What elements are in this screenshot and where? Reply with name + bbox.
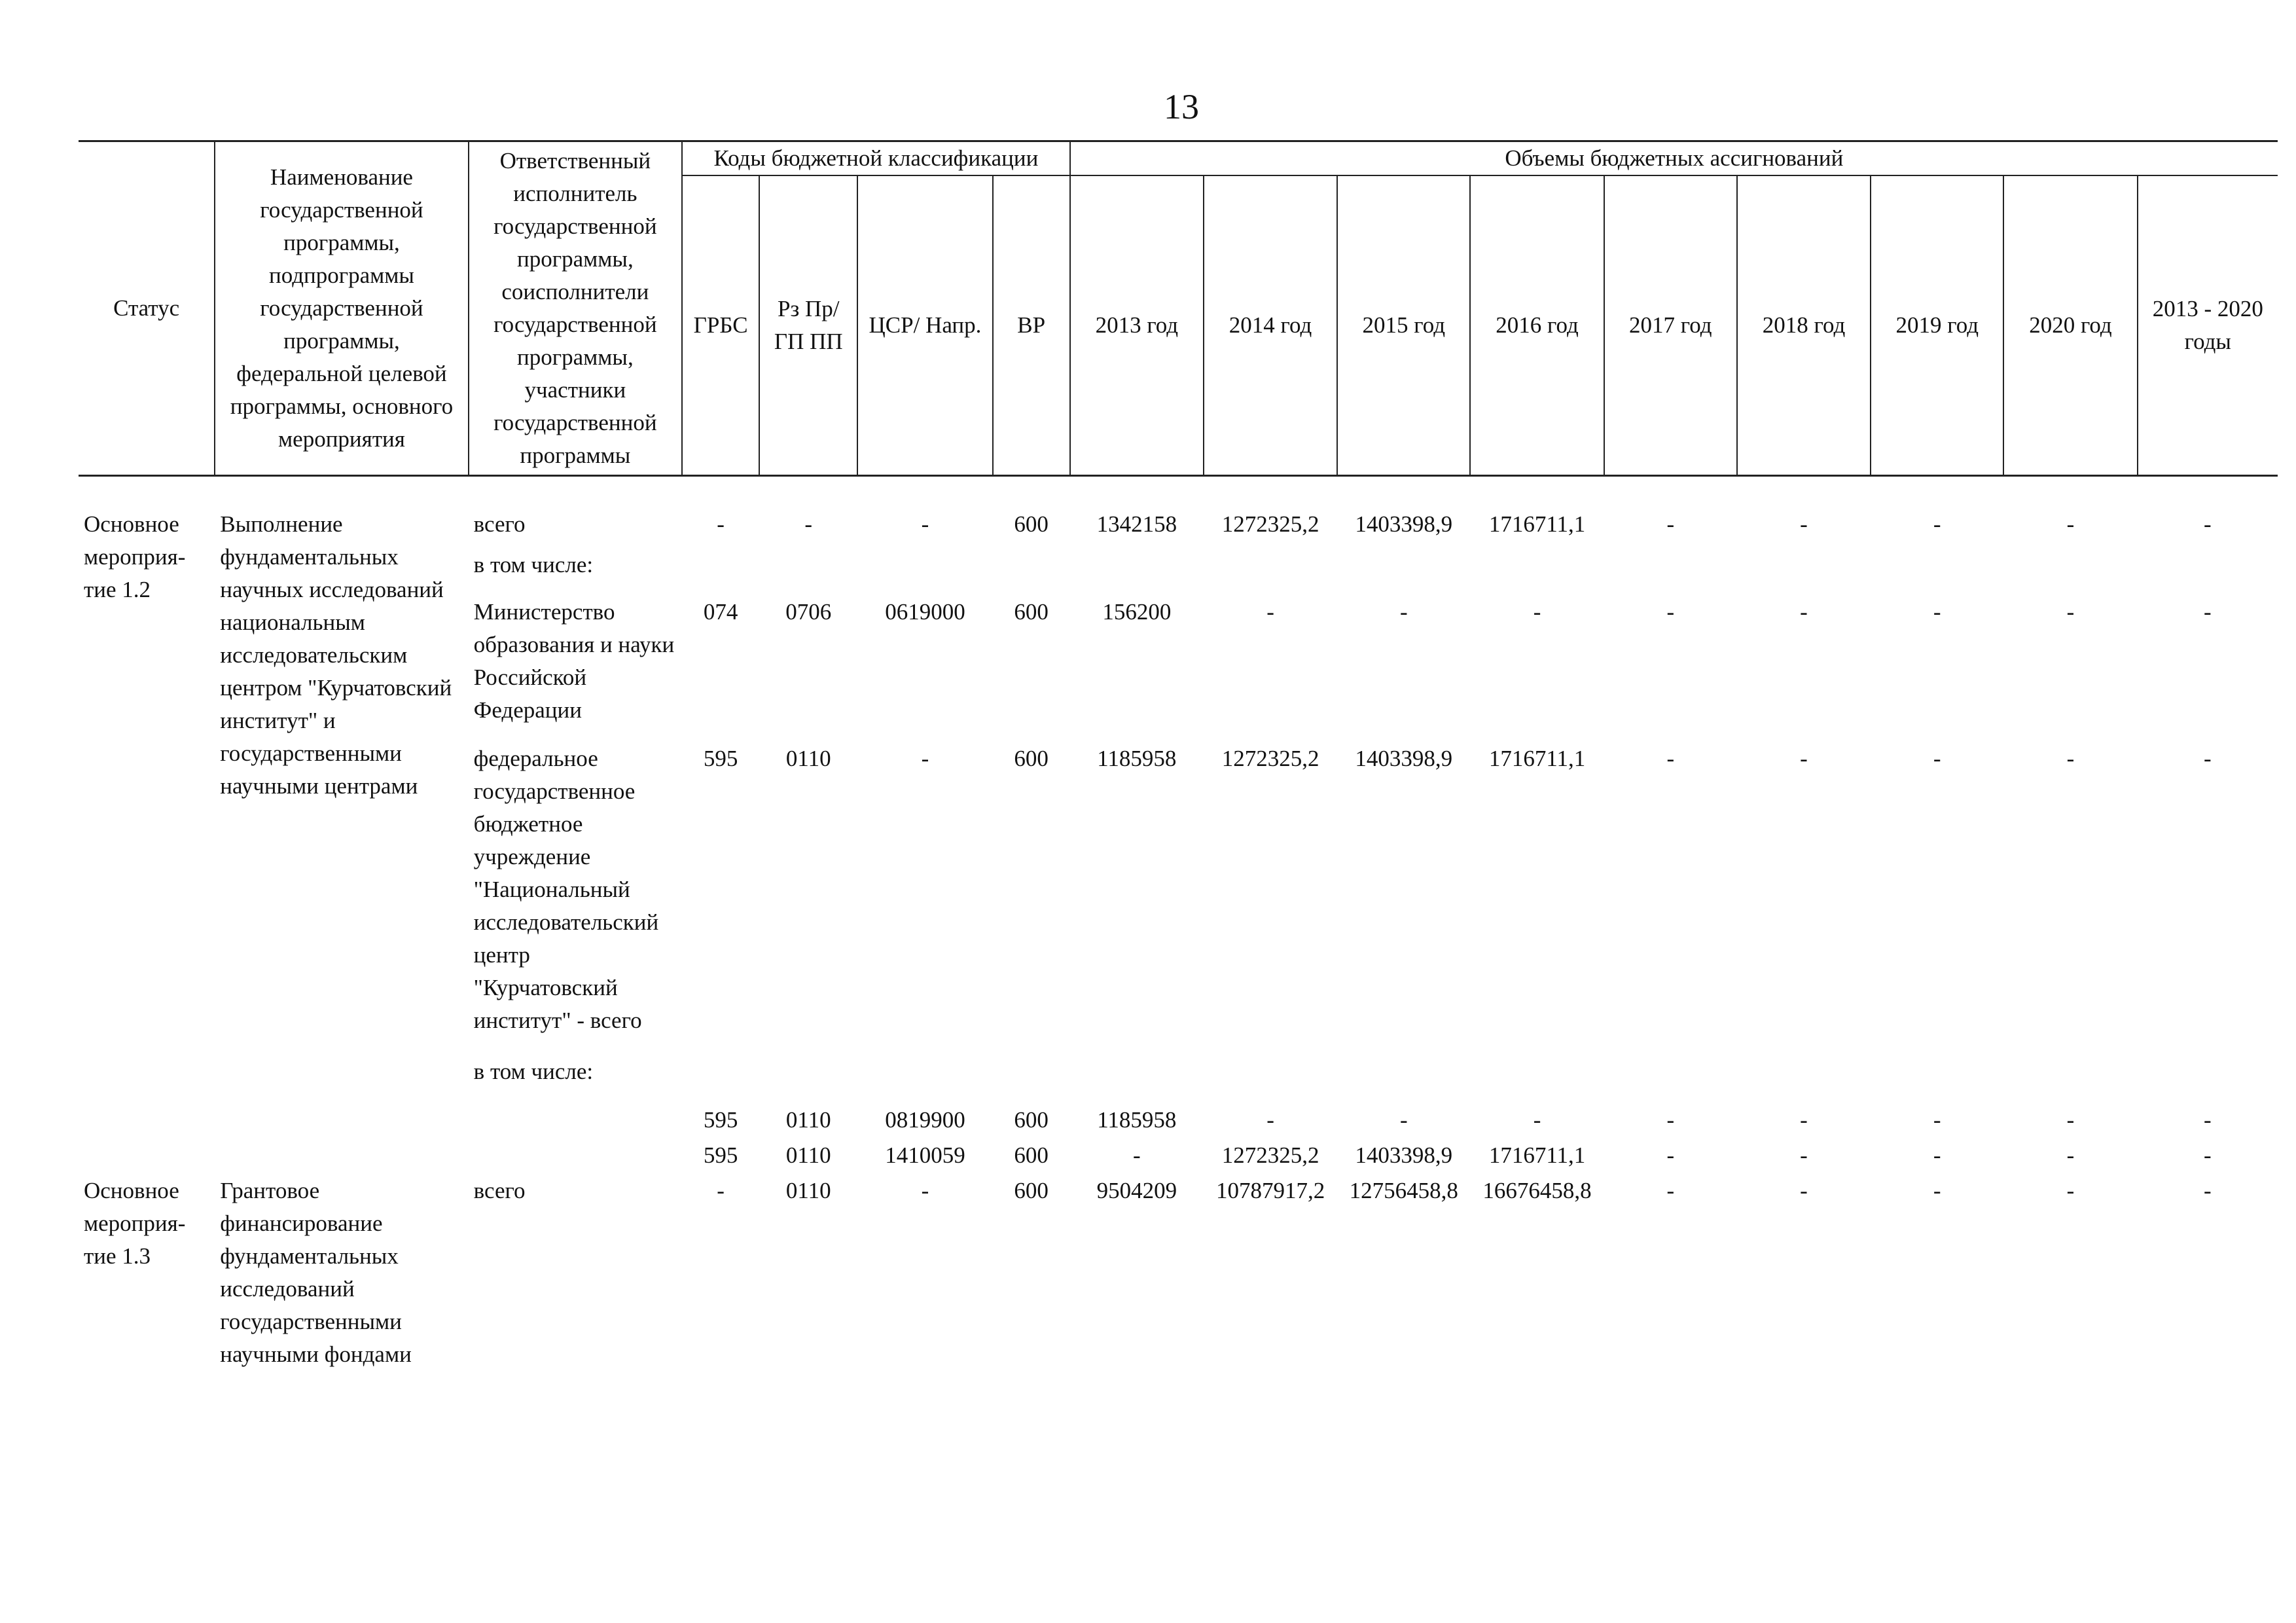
cell-2019: - (1933, 746, 1941, 771)
cell-grbs: 595 (703, 746, 738, 771)
row-program-name: Грантовое финансирование фундаментальных исследований государственными научными фондами (220, 1178, 412, 1367)
header-program-name: Наименование государственной программы, подпрограммы государственной программы, федеральной целевой программы, основного мероприятия (215, 141, 468, 476)
cell-2018: - (1800, 599, 1808, 625)
page-number: 13 (1164, 87, 1199, 126)
cell-2014: 1272325,2 (1221, 511, 1319, 537)
cell-2018: - (1800, 511, 1808, 537)
table-row (79, 507, 2278, 542)
cell-2015: 12756458,8 (1349, 1178, 1458, 1203)
cell-2017: - (1666, 1107, 1675, 1133)
cell-rzpr: 0706 (785, 599, 832, 625)
row-status: Основное мероприя- тие 1.2 (84, 511, 186, 602)
table-row (79, 1173, 2278, 1372)
cell-2014: - (1266, 1107, 1274, 1133)
cell-csr: - (921, 1178, 929, 1203)
row-executor: в том числе: (473, 552, 594, 577)
cell-grbs: - (717, 1178, 725, 1203)
cell-rzpr: - (804, 511, 813, 537)
cell-total: - (2203, 1142, 2212, 1168)
cell-2017: - (1666, 599, 1675, 625)
cell-2018: - (1800, 1142, 1808, 1168)
cell-2015: - (1399, 599, 1408, 625)
header-grbs: ГРБС (682, 175, 759, 475)
row-executor: всего (473, 1178, 526, 1203)
cell-2016: 1716711,1 (1488, 511, 1586, 537)
table-row (79, 1051, 2278, 1103)
cell-rzpr: 0110 (785, 746, 831, 771)
cell-rzpr: 0110 (785, 1107, 831, 1133)
cell-2018: - (1800, 746, 1808, 771)
cell-2015: 1403398,9 (1355, 1142, 1453, 1168)
table-row (79, 1138, 2278, 1173)
cell-2018: - (1800, 1178, 1808, 1203)
cell-total: - (2203, 1178, 2212, 1203)
cell-vr: 600 (1014, 1107, 1049, 1133)
cell-2016: - (1533, 599, 1541, 625)
cell-2019: - (1933, 511, 1941, 537)
cell-2017: - (1666, 1178, 1675, 1203)
cell-2014: 1272325,2 (1221, 1142, 1319, 1168)
cell-2020: - (2066, 1142, 2075, 1168)
cell-2013: - (1133, 1142, 1141, 1168)
cell-total: - (2203, 1107, 2212, 1133)
cell-2018: - (1800, 1107, 1808, 1133)
cell-2013: 1185958 (1097, 746, 1177, 771)
cell-2015: 1403398,9 (1355, 746, 1453, 771)
cell-2016: 1716711,1 (1488, 746, 1586, 771)
cell-2017: - (1666, 746, 1675, 771)
cell-rzpr: 0110 (785, 1142, 831, 1168)
cell-2013: 1342158 (1096, 511, 1177, 537)
cell-rzpr: 0110 (785, 1178, 831, 1203)
header-year-2019: 2019 год (1871, 175, 2003, 475)
cell-2016: 16676458,8 (1482, 1178, 1592, 1203)
row-status: Основное мероприя- тие 1.3 (84, 1178, 186, 1269)
header-year-2015: 2015 год (1337, 175, 1470, 475)
cell-2013: 1185958 (1097, 1107, 1177, 1133)
header-status: Статус (79, 141, 215, 476)
cell-total: - (2203, 746, 2212, 771)
cell-2020: - (2066, 746, 2075, 771)
cell-csr: 0619000 (885, 599, 965, 625)
cell-2016: - (1533, 1107, 1541, 1133)
header-volumes-group: Объемы бюджетных ассигнований (1070, 141, 2278, 176)
cell-2017: - (1666, 1142, 1675, 1168)
cell-2019: - (1933, 599, 1941, 625)
header-year-2014: 2014 год (1204, 175, 1337, 475)
cell-2017: - (1666, 511, 1675, 537)
cell-2020: - (2066, 1178, 2075, 1203)
cell-grbs: 595 (703, 1107, 738, 1133)
header-csr: ЦСР/ Напр. (857, 175, 992, 475)
cell-2015: 1403398,9 (1355, 511, 1453, 537)
cell-total: - (2203, 511, 2212, 537)
cell-2020: - (2066, 1107, 2075, 1133)
header-vr: ВР (993, 175, 1070, 475)
row-executor: федеральное государственное бюджетное учреждение "Национальный исследовательский центр "Курчатовский институт" - всего (473, 746, 659, 1033)
header-total-years: 2013 - 2020 годы (2138, 175, 2278, 475)
cell-csr: 1410059 (885, 1142, 965, 1168)
cell-csr: 0819900 (885, 1107, 965, 1133)
header-year-2018: 2018 год (1737, 175, 1871, 475)
cell-total: - (2203, 599, 2212, 625)
cell-vr: 600 (1014, 746, 1049, 771)
table-header (79, 141, 2278, 476)
cell-2014: 10787917,2 (1215, 1178, 1325, 1203)
header-year-2017: 2017 год (1604, 175, 1737, 475)
cell-2020: - (2066, 599, 2075, 625)
cell-grbs: 074 (703, 599, 738, 625)
cell-grbs: - (717, 511, 725, 537)
budget-table (79, 140, 2278, 1372)
header-rzpr: Рз Пр/ ГП ПП (759, 175, 857, 475)
table-body (79, 476, 2278, 1373)
cell-2014: 1272325,2 (1221, 746, 1319, 771)
header-year-2016: 2016 год (1470, 175, 1604, 475)
cell-2013: 9504209 (1096, 1178, 1177, 1203)
cell-2019: - (1933, 1142, 1941, 1168)
cell-2015: - (1399, 1107, 1408, 1133)
cell-2019: - (1933, 1178, 1941, 1203)
cell-vr: 600 (1014, 1178, 1049, 1203)
cell-grbs: 595 (703, 1142, 738, 1168)
cell-2020: - (2066, 511, 2075, 537)
header-year-2020: 2020 год (2003, 175, 2137, 475)
row-executor: Министерство образования и науки Российской Федерации (473, 599, 675, 723)
cell-vr: 600 (1014, 1142, 1049, 1168)
header-codes-group: Коды бюджетной классификации (682, 141, 1070, 176)
cell-csr: - (921, 746, 929, 771)
table-row (79, 1103, 2278, 1138)
row-program-name: Выполнение фундаментальных научных исследований национальным исследовательским центром "Курчатовский институт" и государственными научными центрами (220, 511, 452, 799)
cell-2016: 1716711,1 (1488, 1142, 1586, 1168)
cell-vr: 600 (1014, 599, 1049, 625)
cell-vr: 600 (1014, 511, 1049, 537)
cell-2019: - (1933, 1107, 1941, 1133)
row-executor: в том числе: (473, 1059, 594, 1084)
row-executor: всего (473, 511, 526, 537)
header-executor: Ответственный исполнитель государственной программы, соисполнители государственной программы, участники государственной программы (469, 141, 682, 476)
header-year-2013: 2013 год (1070, 175, 1204, 475)
cell-csr: - (921, 511, 929, 537)
cell-2014: - (1266, 599, 1274, 625)
cell-2013: 156200 (1102, 599, 1172, 625)
